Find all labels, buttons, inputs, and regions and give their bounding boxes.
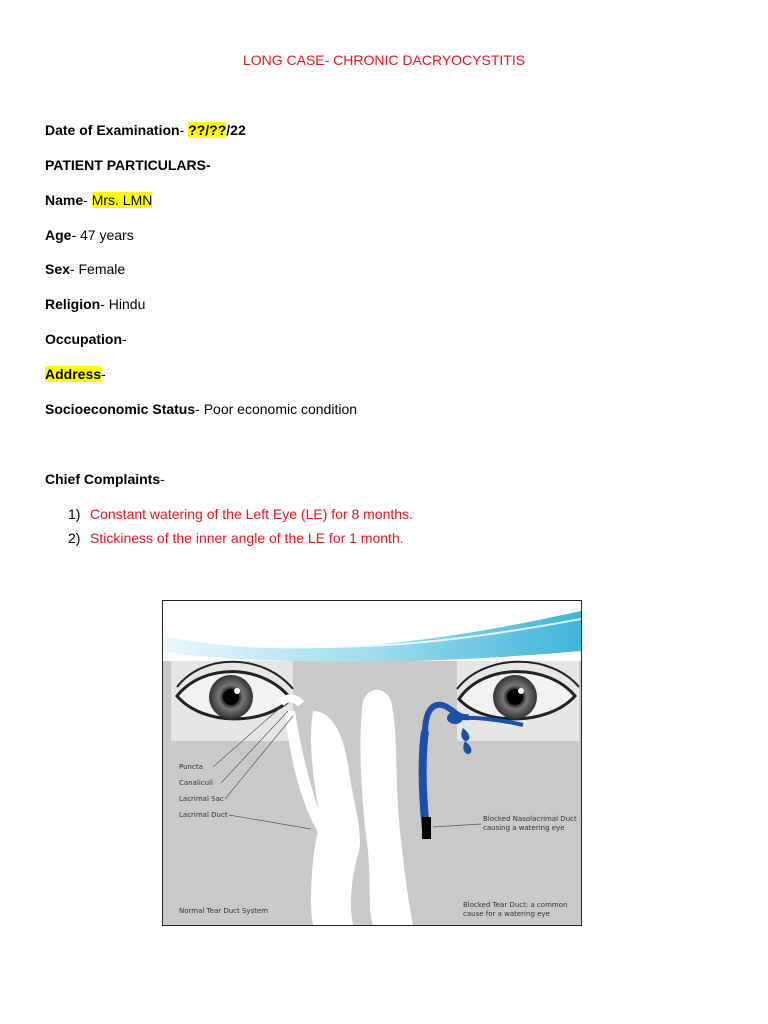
name-line xyxy=(45,192,152,208)
address-sep: - xyxy=(101,366,106,382)
duct-blockage xyxy=(422,817,431,839)
tear-duct-svg xyxy=(163,601,581,925)
socioeconomic-line xyxy=(45,401,357,417)
caption-blocked-1: Blocked Tear Duct: a common xyxy=(463,901,568,909)
religion-line xyxy=(45,296,145,312)
socioeconomic-sep: - xyxy=(195,401,204,417)
complaint-number: 1) xyxy=(68,506,81,522)
religion-value: Hindu xyxy=(108,296,146,312)
address-line xyxy=(45,366,106,382)
complaint-item xyxy=(68,530,404,546)
age-sep: - xyxy=(71,227,81,243)
age-value: 47 years xyxy=(80,227,134,243)
exam-date-label: Date of Examination xyxy=(45,122,180,138)
address-label: Address xyxy=(45,366,102,382)
nasal-septum xyxy=(361,690,413,925)
document-title: LONG CASE- CHRONIC DACRYOCYSTITIS xyxy=(242,52,526,68)
blocked-duct-blue xyxy=(423,731,426,831)
religion-label: Religion xyxy=(45,296,101,312)
label-lacrimal-duct: Lacrimal Duct xyxy=(179,811,228,819)
caption-normal: Normal Tear Duct System xyxy=(179,907,269,915)
name-sep: - xyxy=(83,192,92,208)
label-blocked-duct-2: causing a watering eye xyxy=(483,824,565,832)
label-puncta: Puncta xyxy=(179,763,203,771)
complaint-item xyxy=(68,506,413,522)
label-blocked-duct-1: Blocked Nasolacrimal Duct xyxy=(483,815,577,823)
socioeconomic-label: Socioeconomic Status xyxy=(45,401,196,417)
chief-complaints-heading xyxy=(45,471,165,487)
complaint-text: Stickiness of the inner angle of the LE for 1 month. xyxy=(90,530,404,546)
name-value: Mrs. LMN xyxy=(91,192,153,208)
tear-duct-diagram xyxy=(162,600,582,926)
sex-sep: - xyxy=(69,261,79,277)
age-label: Age xyxy=(45,227,72,243)
label-lacrimal-sac: Lacrimal Sac xyxy=(179,795,224,803)
label-canaliculi: Canaliculi xyxy=(179,779,213,787)
occupation-label: Occupation xyxy=(45,331,123,347)
sex-value: Female xyxy=(78,261,126,277)
exam-date-sep: - xyxy=(179,122,189,138)
socioeconomic-value: Poor economic condition xyxy=(203,401,358,417)
sex-line xyxy=(45,261,125,277)
exam-date-line xyxy=(45,122,246,138)
chief-complaints-sep: - xyxy=(160,471,165,487)
exam-date-value-year: /22 xyxy=(226,122,246,138)
right-eye-image xyxy=(457,661,579,741)
occupation-line xyxy=(45,331,127,347)
exam-date-value-highlighted: ??/?? xyxy=(188,122,227,138)
caption-blocked-2: cause for a watering eye xyxy=(463,910,550,918)
patient-particulars-heading: PATIENT PARTICULARS- xyxy=(45,157,211,173)
age-line xyxy=(45,227,134,243)
sex-label: Sex xyxy=(45,261,70,277)
chief-complaints-label: Chief Complaints xyxy=(45,471,161,487)
religion-sep: - xyxy=(100,296,109,312)
name-label: Name xyxy=(45,192,84,208)
complaint-text: Constant watering of the Left Eye (LE) for 8 months. xyxy=(90,506,413,522)
left-eye-image xyxy=(171,661,293,741)
occupation-sep: - xyxy=(122,331,127,347)
complaint-number: 2) xyxy=(68,530,81,546)
